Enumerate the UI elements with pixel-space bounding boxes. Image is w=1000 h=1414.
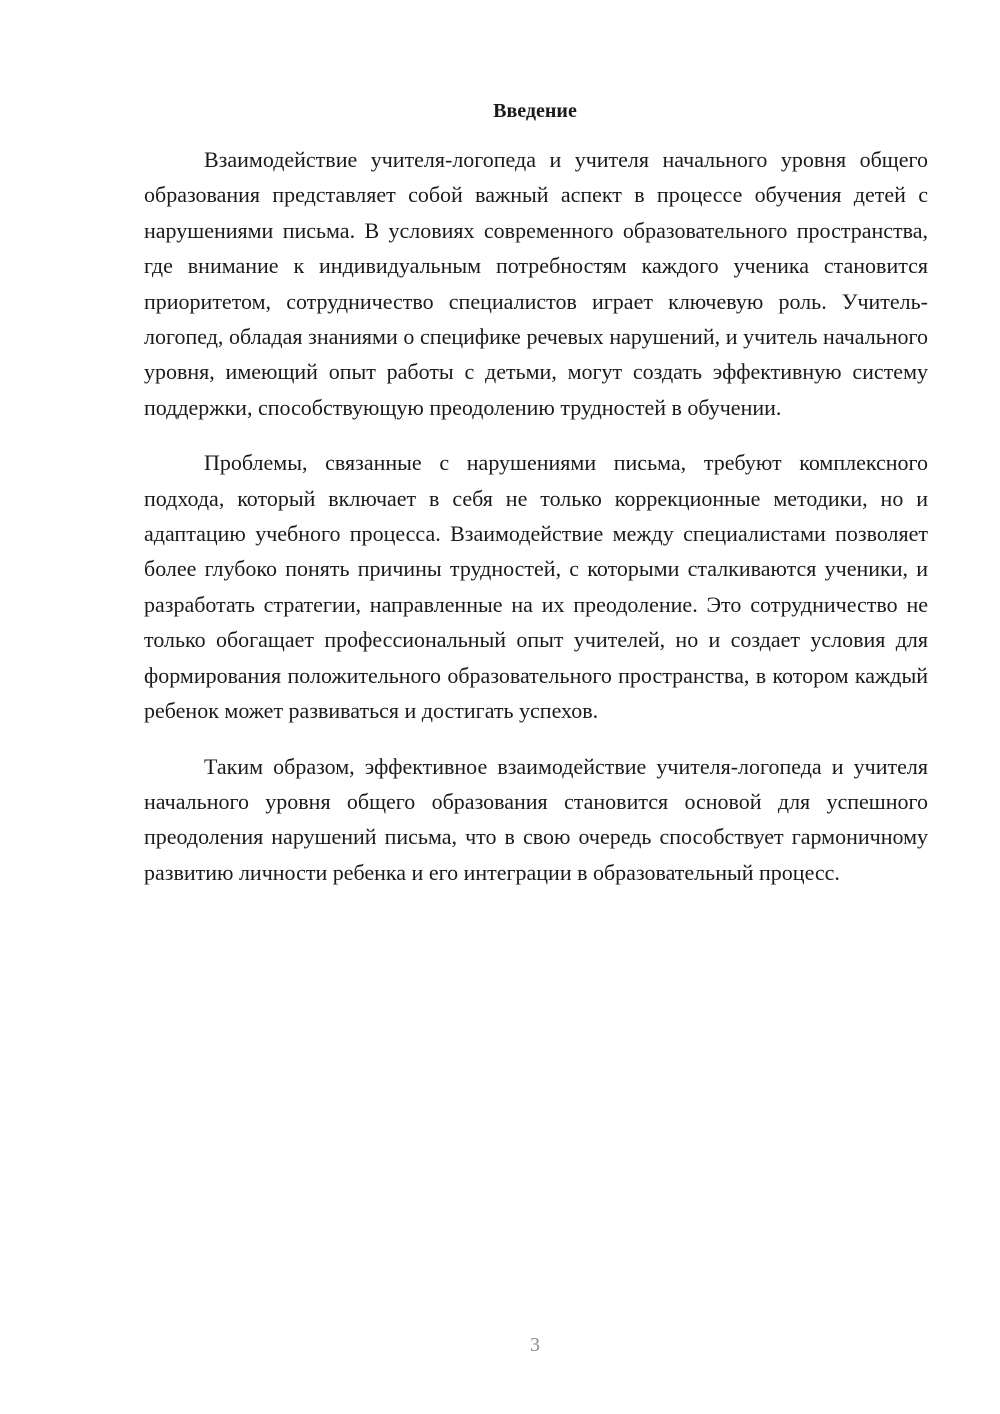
body-text xyxy=(144,142,928,910)
section-heading: Введение xyxy=(493,100,577,122)
paragraph-1: Взаимодействие учителя-логопеда и учителя начального уровня общего образования представляет собой важный аспект в процессе обучения детей с нарушениями письма. В условиях современного образовательного пространства, где внимание к индивидуальным потребностям каждого ученика становится приоритетом, сотрудничество специалистов играет ключевую роль. Учитель-логопед, обладая знаниями о специфике речевых нарушений, и учитель начального уровня, имеющий опыт работы с детьми, могут создать эффективную систему поддержки, способствующую преодолению трудностей в обучении. xyxy=(144,147,928,420)
paragraph-3: Таким образом, эффективное взаимодействие учителя-логопеда и учителя начального уровня общего образования становится основой для успешного преодоления нарушений письма, что в свою очередь способствует гармоничному развитию личности ребенка и его интеграции в образовательный процесс. xyxy=(144,753,928,885)
page-number: 3 xyxy=(530,1334,540,1356)
paragraph-2: Проблемы, связанные с нарушениями письма, требуют комплексного подхода, который включает в себя не только коррекционные методики, но и адаптацию учебного процесса. Взаимодействие между специалистами позволяет более глубоко понять причины трудностей, с которыми сталкиваются ученики, и разработать стратегии, направленные на их преодоление. Это сотрудничество не только обогащает профессиональный опыт учителей, но и создает условия для формирования положительного образовательного пространства, в котором каждый ребенок может развиваться и достигать успехов. xyxy=(144,450,928,724)
